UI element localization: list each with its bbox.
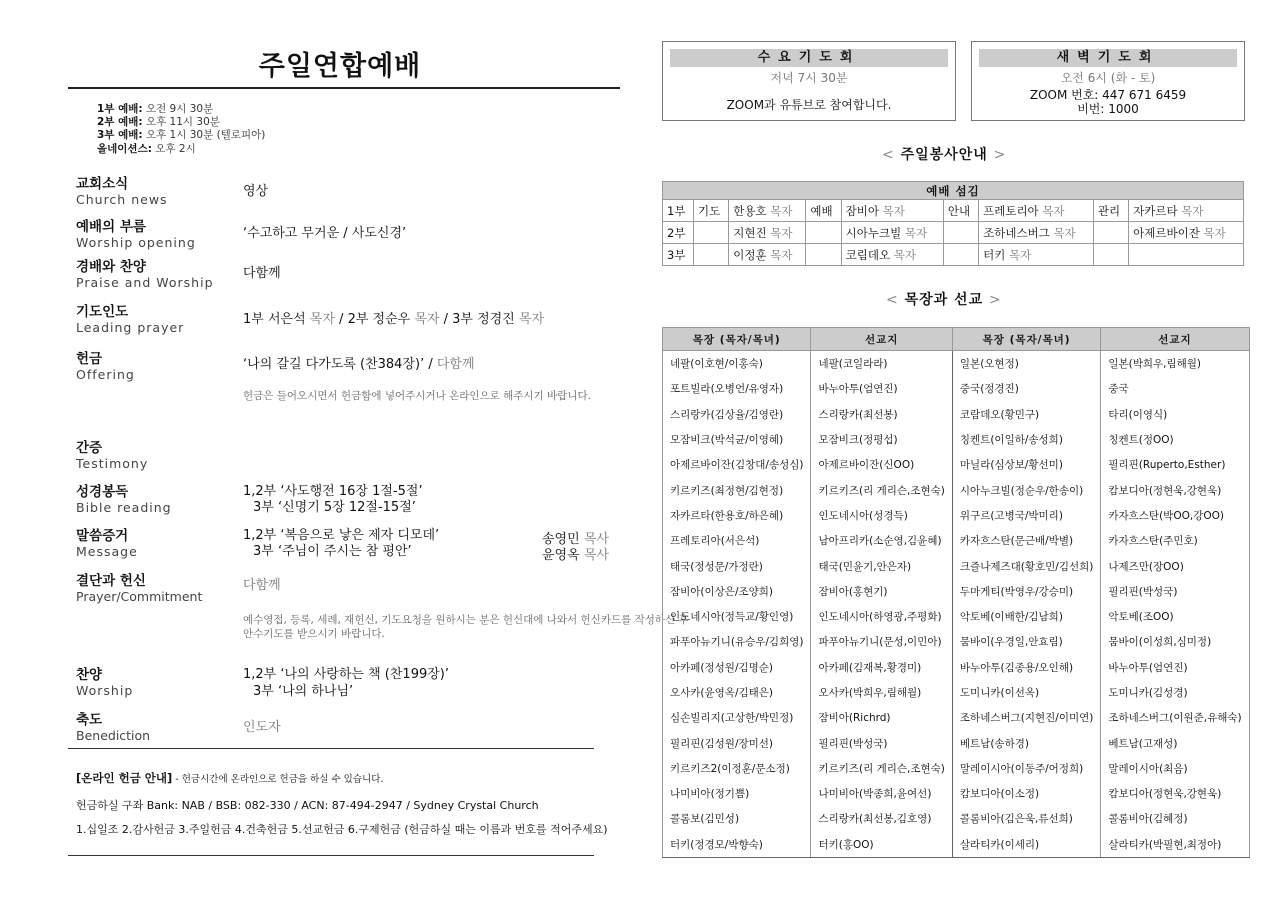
- table-cell: 타리(이영식): [1101, 402, 1249, 427]
- table-cell: 필리핀(김성원/장미선): [663, 730, 811, 755]
- table-cell: 카자흐스탄(박OO,강OO): [1101, 503, 1249, 528]
- order-title: 축도: [76, 712, 103, 728]
- table-cell: 아제르바이잔(김창대/송성심): [663, 452, 811, 477]
- part-cell: 1부: [663, 200, 694, 222]
- order-title: 교회소식: [76, 176, 129, 192]
- order-title-en: Worship: [76, 683, 134, 698]
- order-title-en: Worship opening: [76, 235, 196, 250]
- time-value: 오후 2시: [155, 142, 196, 155]
- bible-line: 3부 ‘신명기 5장 12절-15절’: [253, 500, 416, 515]
- table-cell: 필리핀(Ruperto,Esther): [1101, 452, 1249, 477]
- table-row: [663, 528, 1250, 553]
- service-time-row: [97, 103, 265, 116]
- service-row: [663, 200, 1244, 222]
- table-row: [663, 832, 1250, 858]
- table-cell: 남아프리카(소순영,김윤혜): [811, 528, 952, 553]
- table-cell: 필리핀(박성국): [1101, 579, 1249, 604]
- bracket: <: [886, 292, 899, 308]
- sermon-line: 1,2부 ‘복음으로 낳은 제자 디모데’: [243, 528, 440, 543]
- table-cell: 프레토리아(서은석): [663, 528, 811, 553]
- table-cell: 모잠비크(정평섭): [811, 427, 952, 452]
- table-cell: 콜롬보(김민성): [663, 806, 811, 831]
- order-commitment: [76, 573, 689, 640]
- server-cell: 이정훈 목자: [729, 244, 806, 266]
- table-cell: 캄보디아(정현욱,강현욱): [1101, 477, 1249, 502]
- column-header: 선교지: [811, 328, 952, 351]
- box-desc: ZOOM과 유튜브로 참여합니다.: [726, 98, 892, 112]
- server-cell: 지현진 목자: [729, 222, 806, 244]
- server-cell: 코림데오 목자: [841, 244, 943, 266]
- preacher-name: 송영민: [542, 532, 580, 547]
- server-cell: [1129, 244, 1244, 266]
- role-cell: [806, 244, 841, 266]
- role-cell: 관리: [1093, 200, 1128, 222]
- table-cell: 마닐라(심상보/황선미): [952, 452, 1100, 477]
- table-cell: 카자흐스탄(문근배/박별): [952, 528, 1100, 553]
- order-title: 결단과 헌신: [76, 573, 146, 589]
- table-cell: 시아누크빌(정순우/한송이): [952, 477, 1100, 502]
- leader-title: 목자: [414, 312, 440, 327]
- order-title-en: Offering: [76, 367, 135, 382]
- title-divider: [68, 87, 620, 89]
- prayer-leader: 2부 정순우: [347, 312, 411, 327]
- server-cell: 아제르바이잔 목자: [1129, 222, 1244, 244]
- order-title: 간증: [76, 440, 103, 456]
- order-testimony: [76, 440, 616, 471]
- time-label: 올네이션스:: [97, 142, 152, 155]
- wednesday-prayer-box: [662, 41, 956, 121]
- table-cell: 크즐나제즈대(황호민/김선희): [952, 553, 1100, 578]
- time-value: 오후 11시 30분: [145, 116, 220, 129]
- column-header: 목장 (목자/목녀): [952, 328, 1100, 351]
- role-cell: [943, 244, 978, 266]
- table-row: [663, 376, 1250, 401]
- online-account: 헌금하실 구좌 Bank: NAB / BSB: 082-330 / ACN: 87-494-2947 / Sydney Crystal Church: [76, 799, 539, 812]
- service-time-row: [97, 143, 265, 156]
- order-praise: [76, 259, 616, 290]
- offering-note: 헌금은 들어오시면서 헌금함에 넣어주시거나 온라인으로 해주시기 바랍니다.: [243, 390, 591, 402]
- server-cell: 한용호 목자: [729, 200, 806, 222]
- order-value: 다함께: [243, 266, 281, 281]
- table-cell: 바누아투(엄연진): [1101, 655, 1249, 680]
- table-cell: 필리핀(박성국): [811, 730, 952, 755]
- table-cell: 나제즈만(장OO): [1101, 553, 1249, 578]
- order-title-en: Bible reading: [76, 500, 172, 515]
- table-cell: 두마게티(박영우/강승미): [952, 579, 1100, 604]
- bracket: >: [988, 292, 1002, 308]
- server-cell: 잠비아 목자: [841, 200, 943, 222]
- bracket: >: [993, 147, 1007, 163]
- hymn: ‘나의 갈길 다가도록 (찬384장)’ /: [243, 357, 433, 372]
- order-title-en: Benediction: [76, 728, 151, 743]
- table-cell: 터키(정경모/박향숙): [663, 832, 811, 858]
- table-row: [663, 402, 1250, 427]
- table-row: [663, 452, 1250, 477]
- order-message: [76, 528, 616, 563]
- participants: 다함께: [436, 357, 475, 372]
- table-cell: 말레이시아(이동주/어정희): [952, 756, 1100, 781]
- table-cell: 파푸아뉴기니(유승우/김희영): [663, 629, 811, 654]
- role-cell: [1093, 244, 1128, 266]
- order-value: [243, 312, 544, 328]
- preacher-title: 목사: [583, 532, 609, 547]
- time-value: 오후 1시 30분 (텔로피아): [145, 129, 266, 142]
- table-cell: 파푸아뉴기니(문성,이민아): [811, 629, 952, 654]
- table-cell: 포트빌라(오병언/유영자): [663, 376, 811, 401]
- table-row: [663, 730, 1250, 755]
- time-value: 오전 9시 30분: [145, 103, 214, 115]
- table-cell: 콜롬비아(김은욱,류선희): [952, 806, 1100, 831]
- order-worship: [76, 667, 616, 698]
- commitment-note: 예수영접, 등록, 세례, 재헌신, 기도요청을 원하시는 분은 헌신대에 나와서 헌신카드를 작성하신 후 안수기도를 받으시기 바랍니다.: [243, 614, 689, 640]
- table-cell: 바누아투(김종용/오인해): [952, 655, 1100, 680]
- part-cell: 2부: [663, 222, 694, 244]
- order-value: 인도자: [243, 720, 281, 735]
- mission-heading-text: 목장과 선교: [904, 292, 984, 308]
- table-cell: 바누아투(엄연진): [811, 376, 952, 401]
- part-cell: 3부: [663, 244, 694, 266]
- table-row: [663, 629, 1250, 654]
- table-row: [663, 655, 1250, 680]
- order-title-en: Leading prayer: [76, 320, 185, 335]
- table-row: [663, 427, 1250, 452]
- table-cell: 잠비아(이상은/조양희): [663, 579, 811, 604]
- table-cell: 나미비아(박종희,윤여선): [811, 781, 952, 806]
- table-cell: 아카페(김재복,황경미): [811, 655, 952, 680]
- table-cell: 키르키즈2(이정훈/문소정): [663, 756, 811, 781]
- table-cell: 중국: [1101, 376, 1249, 401]
- order-church-news: [76, 176, 616, 207]
- box-zoom: ZOOM 번호: 447 671 6459: [1029, 88, 1187, 102]
- table-cell: 도미니카(이선옥): [952, 680, 1100, 705]
- table-cell: 말레이시아(최음): [1101, 756, 1249, 781]
- table-cell: 아제르바이잔(신OO): [811, 452, 952, 477]
- order-title-en: Church news: [76, 192, 168, 207]
- table-cell: 모잠비크(박석균/이영혜): [663, 427, 811, 452]
- preacher-title: 목사: [583, 548, 609, 563]
- role-cell: 기도: [694, 200, 729, 222]
- order-bible-reading: [76, 484, 616, 515]
- role-cell: [1093, 222, 1128, 244]
- table-cell: 오사카(박희우,림해월): [811, 680, 952, 705]
- sermon-line: 3부 ‘주님이 주시는 참 평안’: [253, 544, 412, 559]
- table-cell: 악토베(조OO): [1101, 604, 1249, 629]
- dawn-prayer-box: [971, 41, 1245, 121]
- role-cell: 예배: [806, 200, 841, 222]
- order-value: ‘수고하고 무거운 / 사도신경’: [243, 226, 407, 241]
- prayer-leader: 1부 서은석: [243, 312, 306, 327]
- table-row: [663, 604, 1250, 629]
- table-row: [663, 477, 1250, 502]
- divider: [68, 748, 594, 749]
- service-table: [662, 181, 1244, 266]
- table-cell: 캄보디아(정현욱,강현욱): [1101, 781, 1249, 806]
- table-cell: 콜롬비아(김혜정): [1101, 806, 1249, 831]
- column-header: 선교지: [1101, 328, 1249, 351]
- role-cell: [943, 222, 978, 244]
- order-title-en: Message: [76, 544, 138, 559]
- table-cell: 아카페(정성원/김명순): [663, 655, 811, 680]
- table-row: [663, 351, 1250, 377]
- table-row: [663, 806, 1250, 831]
- time-label: 3부 예배:: [97, 129, 143, 142]
- order-title: 성경봉독: [76, 484, 129, 500]
- order-value: 영상: [243, 184, 269, 199]
- table-cell: 태국(정성문/가정란): [663, 553, 811, 578]
- table-cell: 키르키즈(리 게리슨,조현숙): [811, 477, 952, 502]
- prayer-leader: 3부 정경진: [452, 312, 515, 327]
- server-cell: 자카르타 목자: [1129, 200, 1244, 222]
- order-benediction: [76, 712, 616, 743]
- table-cell: 베트남(고재성): [1101, 730, 1249, 755]
- order-title: 경배와 찬양: [76, 259, 146, 275]
- table-cell: 터키(홍OO): [811, 832, 952, 858]
- table-cell: 스리랑카(최선봉,김호영): [811, 806, 952, 831]
- box-time: 오전 6시 (화 - 토): [1060, 71, 1156, 85]
- table-cell: 일본(오현정): [952, 351, 1100, 377]
- table-cell: 스리랑카(최선봉): [811, 402, 952, 427]
- order-worship-opening: [76, 219, 616, 250]
- table-cell: 인도네시아(성경득): [811, 503, 952, 528]
- divider: [68, 855, 594, 856]
- table-cell: 인도네시아(하영광,주평화): [811, 604, 952, 629]
- mission-table-body: [663, 351, 1250, 858]
- service-heading-text: 주일봉사안내: [900, 147, 988, 163]
- order-title: 헌금: [76, 351, 103, 367]
- column-header: 목장 (목자/목녀): [663, 328, 811, 351]
- separator: /: [439, 312, 453, 327]
- table-cell: 조하네스버그(지현진/이미연): [952, 705, 1100, 730]
- role-cell: [806, 222, 841, 244]
- order-title-en: Praise and Worship: [76, 275, 214, 290]
- server-cell: 터키 목자: [979, 244, 1094, 266]
- table-cell: 일본(박희우,림해월): [1101, 351, 1249, 377]
- table-cell: 태국(민윤기,안은자): [811, 553, 952, 578]
- mission-heading: [886, 289, 1002, 309]
- role-cell: [694, 244, 729, 266]
- role-cell: [694, 222, 729, 244]
- table-cell: 조하네스버그(이원준,유해숙): [1101, 705, 1249, 730]
- table-row: [663, 680, 1250, 705]
- page-title: 주일연합예배: [258, 51, 422, 82]
- server-cell: 조하네스버그 목자: [979, 222, 1094, 244]
- table-cell: 베트남(송하경): [952, 730, 1100, 755]
- song-line: 3부 ‘나의 하나님’: [253, 684, 354, 699]
- table-cell: 칭켄트(정OO): [1101, 427, 1249, 452]
- service-times: [97, 103, 265, 156]
- box-time: 저녁 7시 30분: [770, 71, 848, 85]
- table-cell: 도미니카(김성경): [1101, 680, 1249, 705]
- table-row: [663, 781, 1250, 806]
- order-title-en: Prayer/Commitment: [76, 589, 203, 604]
- bracket: <: [882, 147, 895, 163]
- order-value: [243, 357, 475, 373]
- table-cell: 카자흐스탄(주민호): [1101, 528, 1249, 553]
- online-heading-note: - 헌금시간에 온라인으로 헌금을 하실 수 있습니다.: [172, 774, 384, 785]
- order-title: 기도인도: [76, 304, 129, 320]
- table-row: [663, 503, 1250, 528]
- leader-title: 목자: [309, 312, 335, 327]
- service-time-row: [97, 129, 265, 142]
- table-row: [663, 756, 1250, 781]
- role-cell: 안내: [943, 200, 978, 222]
- table-cell: 심손빌리지(고상한/박민정): [663, 705, 811, 730]
- service-heading: [882, 144, 1006, 164]
- table-cell: 네팔(이호현/이홍숙): [663, 351, 811, 377]
- table-row: [663, 705, 1250, 730]
- separator: /: [334, 312, 348, 327]
- table-cell: 나미비아(정기쁨): [663, 781, 811, 806]
- table-cell: 중국(정경진): [952, 376, 1100, 401]
- order-leading-prayer: [76, 304, 616, 335]
- server-cell: 프레토리아 목자: [979, 200, 1094, 222]
- table-cell: 인도네시아(정득교/황인영): [663, 604, 811, 629]
- table-cell: 살라티카(이세리): [952, 832, 1100, 858]
- order-title-en: Testimony: [76, 456, 149, 471]
- table-cell: 코람데오(황민구): [952, 402, 1100, 427]
- table-cell: 뭄바이(우경일,안효림): [952, 629, 1100, 654]
- online-offering-types: 1.십일조 2.감사헌금 3.주일헌금 4.건축헌금 5.선교헌금 6.구제헌금 (헌금하실 때는 이름과 번호를 적어주세요): [76, 823, 608, 836]
- server-cell: 시아누크빌 목자: [841, 222, 943, 244]
- table-cell: 잠비아(홍현기): [811, 579, 952, 604]
- mission-table: [662, 327, 1250, 858]
- service-row: [663, 222, 1244, 244]
- order-title: 말씀증거: [76, 528, 129, 544]
- preacher: [542, 544, 609, 563]
- service-table-header: 예배 섬김: [663, 182, 1244, 200]
- time-label: 2부 예배:: [97, 116, 143, 129]
- table-cell: 잠비아(Richrd): [811, 705, 952, 730]
- table-cell: 키르키즈(최정현/김현정): [663, 477, 811, 502]
- table-cell: 캄보디아(이소정): [952, 781, 1100, 806]
- table-cell: 악토베(이배한/김남희): [952, 604, 1100, 629]
- online-heading-label: [온라인 헌금 안내]: [76, 771, 173, 785]
- time-label: 1부 예배:: [97, 103, 143, 115]
- box-password: 비번: 1000: [1077, 102, 1139, 116]
- table-cell: 뭄바이(이성희,심미정): [1101, 629, 1249, 654]
- table-cell: 네팔(코일라라): [811, 351, 952, 377]
- online-offering-heading: [76, 770, 383, 786]
- order-title: 찬양: [76, 667, 103, 683]
- order-offering: [76, 351, 616, 402]
- table-cell: 자카르타(한용호/하은혜): [663, 503, 811, 528]
- preacher-name: 윤영옥: [542, 548, 580, 563]
- box-title: 새벽기도회: [979, 49, 1237, 67]
- table-cell: 스리랑카(김상율/김영란): [663, 402, 811, 427]
- table-cell: 오사카(윤영옥/김태은): [663, 680, 811, 705]
- song-line: 1,2부 ‘나의 사랑하는 책 (찬199장)’: [243, 667, 450, 682]
- table-cell: 칭켄트(이일하/송성희): [952, 427, 1100, 452]
- leader-title: 목자: [518, 312, 545, 327]
- table-cell: 위구르(고병국/박미리): [952, 503, 1100, 528]
- service-time-row: [97, 116, 265, 129]
- bible-line: 1,2부 ‘사도행전 16장 1절-5절’: [243, 484, 423, 499]
- service-row: [663, 244, 1244, 266]
- table-cell: 살라티카(박필현,최정아): [1101, 832, 1249, 858]
- order-title: 예배의 부름: [76, 219, 146, 235]
- table-cell: 키르키즈(리 게리슨,조현숙): [811, 756, 952, 781]
- table-row: [663, 553, 1250, 578]
- order-value: 다함께: [243, 578, 281, 593]
- table-row: [663, 579, 1250, 604]
- box-title: 수요기도회: [670, 49, 948, 67]
